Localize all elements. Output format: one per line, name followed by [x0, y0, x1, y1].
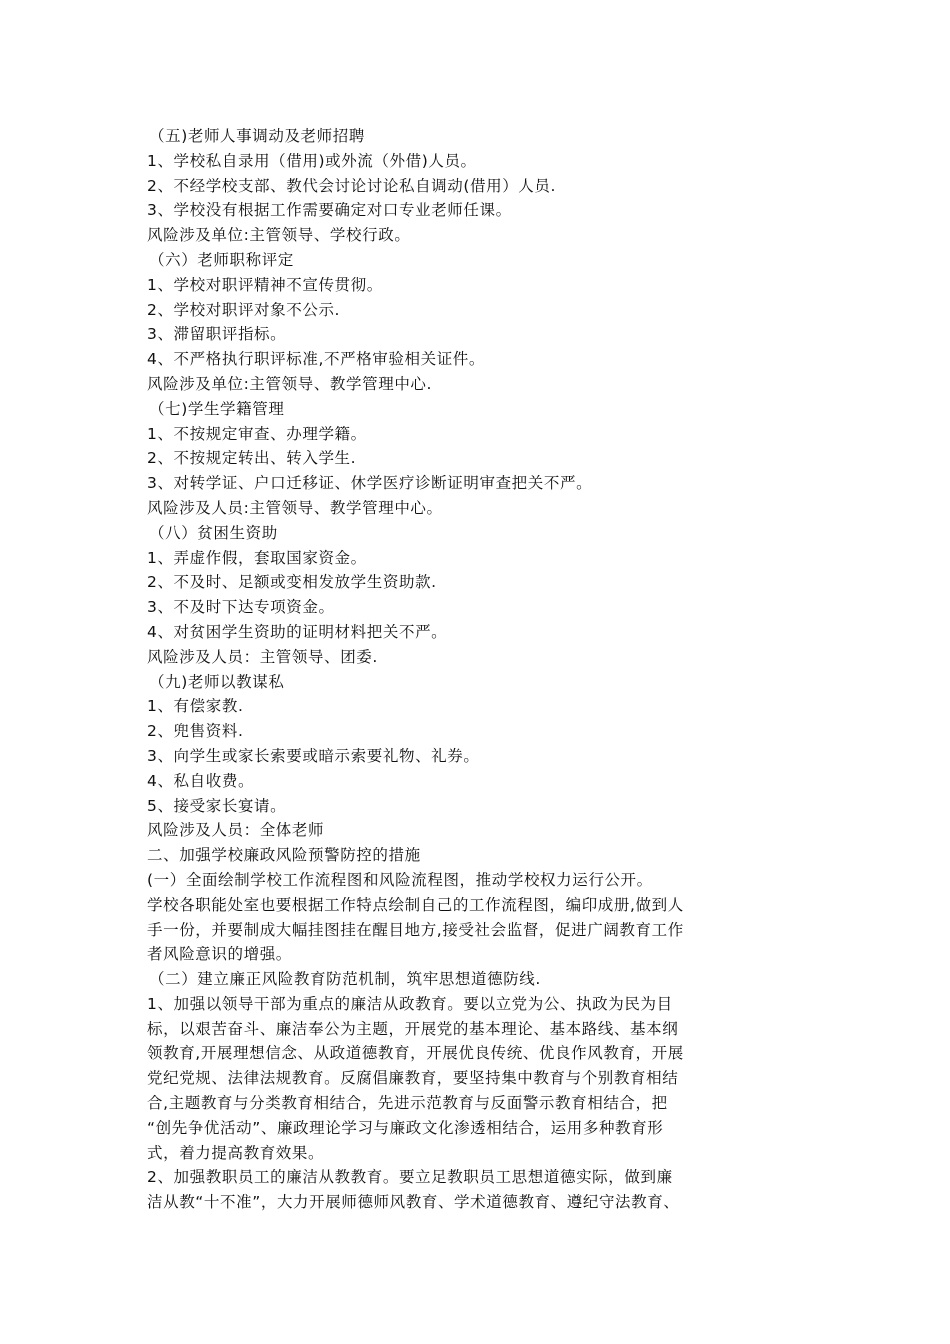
text-line: 学校各职能处室也要根据工作特点绘制自己的工作流程图，编印成册,做到人 — [147, 895, 684, 914]
text-line: 1、学校私自录用（借用)或外流（外借)人员。 — [147, 151, 477, 170]
text-line: 3、向学生或家长索要或暗示索要礼物、礼券。 — [147, 746, 480, 765]
text-line: 3、学校没有根据工作需要确定对口专业老师任课。 — [147, 201, 512, 220]
text-line: 风险涉及人员:主管领导、教学管理中心。 — [147, 498, 443, 517]
text-line: 5、接受家长宴请。 — [147, 796, 287, 815]
text-line: 3、不及时下达专项资金。 — [147, 598, 335, 617]
text-line: 风险涉及单位:主管领导、学校行政。 — [147, 226, 411, 245]
text-line: (一）全面绘制学校工作流程图和风险流程图，推动学校权力运行公开。 — [147, 870, 653, 889]
text-line: 手一份，并要制成大幅挂图挂在醒目地方,接受社会监督，促进广阔教育工作 — [147, 920, 684, 939]
text-line: 二、加强学校廉政风险预警防控的措施 — [147, 846, 421, 865]
text-line: 合,主题教育与分类教育相结合，先进示范教育与反面警示教育相结合，把 — [147, 1094, 668, 1113]
text-line: 2、不按规定转出、转入学生. — [147, 449, 357, 468]
text-line: 标，以艰苦奋斗、廉洁奉公为主题，开展党的基本理论、基本路线、基本纲 — [147, 1019, 679, 1038]
text-line: 者风险意识的增强。 — [147, 945, 292, 964]
document-body — [147, 124, 807, 1215]
text-line: 4、不严格执行职评标准,不严格审验相关证件。 — [147, 350, 485, 369]
text-line: （八）贫困生资助 — [149, 523, 278, 542]
text-line: （二）建立廉正风险教育防范机制，筑牢思想道德防线. — [149, 970, 541, 989]
text-line: 2、加强教职员工的廉洁从教教育。要立足教职员工思想道德实际，做到廉 — [147, 1168, 673, 1187]
text-line: 领教育,开展理想信念、从政道德教育，开展优良传统、优良作风教育，开展 — [147, 1044, 684, 1063]
text-line: 4、私自收费。 — [147, 771, 255, 790]
text-line: 4、对贫困学生资助的证明材料把关不严。 — [147, 622, 448, 641]
text-line: 2、不及时、足额或变相发放学生资助款. — [147, 573, 437, 592]
text-line: 2、兜售资料. — [147, 722, 244, 741]
text-line: 2、学校对职评对象不公示. — [147, 300, 341, 319]
text-line: 1、学校对职评精神不宣传贯彻。 — [147, 275, 383, 294]
text-line: 洁从教“十不准”，大力开展师德师风教育、学术道德教育、遵纪守法教育、 — [147, 1193, 680, 1212]
text-line: （五)老师人事调动及老师招聘 — [149, 127, 365, 145]
text-line: 1、加强以领导干部为重点的廉洁从政教育。要以立党为公、执政为民为目 — [147, 994, 673, 1013]
text-line: 1、弄虚作假，套取国家资金。 — [147, 548, 367, 567]
text-line: 2、不经学校支部、教代会讨论讨论私自调动(借用）人员. — [147, 176, 557, 195]
text-line: 风险涉及人员：全体老师 — [147, 821, 325, 840]
text-line: 式，着力提高教育效果。 — [147, 1143, 325, 1162]
text-line: 3、滞留职评指标。 — [147, 325, 287, 344]
text-line: （六）老师职称评定 — [149, 250, 294, 269]
text-line: 1、有偿家教. — [147, 697, 244, 716]
text-line: （九)老师以教谋私 — [149, 672, 285, 691]
text-line: “创先争优活动”、廉政理论学习与廉政文化渗透相结合，运用多种教育形 — [147, 1118, 664, 1137]
text-line: 党纪党规、法律法规教育。反腐倡廉教育，要坚持集中教育与个别教育相结 — [147, 1069, 679, 1088]
text-line: 风险涉及单位:主管领导、教学管理中心. — [147, 374, 433, 393]
text-line: 风险涉及人员：主管领导、团委. — [147, 647, 378, 666]
text-line: （七)学生学籍管理 — [149, 399, 285, 418]
text-line: 1、不按规定审查、办理学籍。 — [147, 424, 367, 443]
text-line: 3、对转学证、户口迁移证、休学医疗诊断证明审查把关不严。 — [147, 474, 593, 493]
